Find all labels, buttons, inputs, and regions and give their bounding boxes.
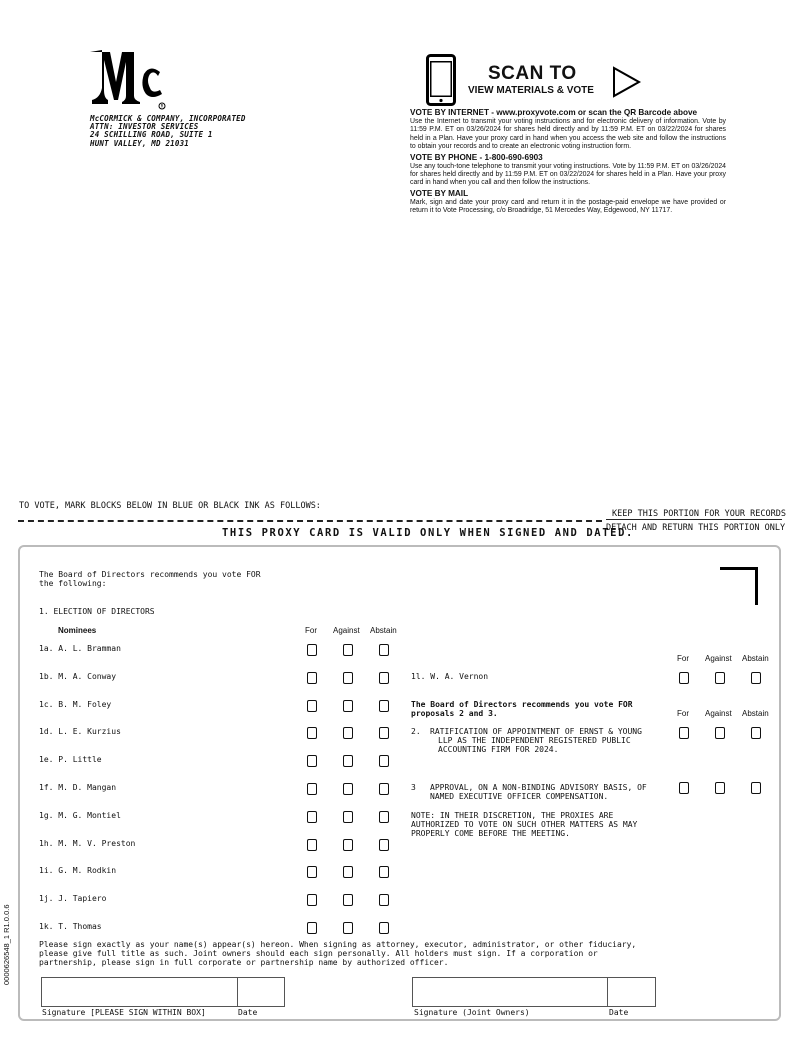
nominee-for-checkbox[interactable] <box>307 811 317 823</box>
nominee-against-checkbox[interactable] <box>343 866 353 878</box>
vote-phone-text: Use any touch-tone telephone to transmit your voting instructions. Vote by 11:59 P.M. ET on 03/26/2024 for shares held directly and by 11:59 P.M. ET on 03/22/2024 for shares held in a Plan. Have your proxy card in hand when you call and then follow the instructions. <box>410 162 726 187</box>
nominee-abstain-checkbox[interactable] <box>379 866 389 878</box>
proposal-3-number: 3 <box>411 783 416 792</box>
phone-icon <box>426 54 456 106</box>
nominee-for-checkbox[interactable] <box>307 700 317 712</box>
proposal-3-for-checkbox[interactable] <box>679 782 689 794</box>
signature-box[interactable] <box>41 977 238 1007</box>
nominee-label: 1g. M. G. Montiel <box>39 811 121 820</box>
proposal-3-against-checkbox[interactable] <box>715 782 725 794</box>
nominee-label: 1d. L. E. Kurzius <box>39 727 121 736</box>
board-recommendation-2 <box>411 700 633 718</box>
nominee-abstain-checkbox[interactable] <box>379 644 389 656</box>
proposal-line: APPROVAL, ON A NON-BINDING ADVISORY BASIS, OF <box>430 783 647 792</box>
keep-portion-label: KEEP THIS PORTION FOR YOUR RECORDS <box>612 509 786 519</box>
nominee-against-checkbox[interactable] <box>343 894 353 906</box>
nominee-1l-for-checkbox[interactable] <box>679 672 689 684</box>
joint-date-label: Date <box>609 1008 629 1017</box>
detach-portion-label: DETACH AND RETURN THIS PORTION ONLY <box>606 523 786 533</box>
nominee-against-checkbox[interactable] <box>343 922 353 934</box>
nominee-against-checkbox[interactable] <box>343 727 353 739</box>
sign-instruction-line: partnership, please sign in full corporate or partnership name by authorized officer. <box>39 958 449 967</box>
nominee-abstain-checkbox[interactable] <box>379 922 389 934</box>
nominee-abstain-checkbox[interactable] <box>379 894 389 906</box>
valid-notice: THIS PROXY CARD IS VALID ONLY WHEN SIGNED AND DATED. <box>222 527 634 539</box>
nominee-abstain-checkbox[interactable] <box>379 811 389 823</box>
proposal-2-for-checkbox[interactable] <box>679 727 689 739</box>
detach-line <box>18 520 602 522</box>
item1-label: 1. ELECTION OF DIRECTORS <box>39 607 155 616</box>
col-against-header: Against <box>705 709 732 718</box>
date-label: Date <box>238 1008 258 1017</box>
note-line: PROPERLY COME BEFORE THE MEETING. <box>411 829 570 838</box>
nominee-abstain-checkbox[interactable] <box>379 700 389 712</box>
joint-signature-box[interactable] <box>412 977 608 1007</box>
nominee-1l-label: 1l. W. A. Vernon <box>411 672 489 681</box>
nominee-label: 1b. M. A. Conway <box>39 672 117 681</box>
nominee-abstain-checkbox[interactable] <box>379 783 389 795</box>
proposal-line: LLP AS THE INDEPENDENT REGISTERED PUBLIC <box>438 736 631 745</box>
nominee-against-checkbox[interactable] <box>343 839 353 851</box>
board-recommendation-1 <box>39 570 261 588</box>
vote-internet-text: Use the Internet to transmit your voting instructions and for electronic delivery of information. Vote by 11:59 P.M. ET on 03/26/2024 for shares held directly and by 11:59 P.M. ET on 03/22/2024 for shares held in a Plan. Have your proxy card in hand when you access the web site and follow the instructions to obtain your records and to create an electronic voting instruction form. <box>410 118 726 151</box>
scan-title: SCAN TO <box>488 63 577 84</box>
col-for-header: For <box>677 709 689 718</box>
nominee-label: 1c. B. M. Foley <box>39 700 112 709</box>
board-rec-line: proposals 2 and 3. <box>411 709 498 718</box>
nominee-abstain-checkbox[interactable] <box>379 839 389 851</box>
nominee-for-checkbox[interactable] <box>307 672 317 684</box>
proposal-2-number: 2. <box>411 727 421 736</box>
proposal-2-text <box>430 727 642 754</box>
mark-instructions: TO VOTE, MARK BLOCKS BELOW IN BLUE OR BLACK INK AS FOLLOWS: <box>19 501 321 511</box>
svg-text:R: R <box>160 103 164 109</box>
nominee-label: 1a. A. L. Bramman <box>39 644 121 653</box>
nominee-label: 1f. M. D. Mangan <box>39 783 117 792</box>
proposal-line: RATIFICATION OF APPOINTMENT OF ERNST & YOUNG <box>430 727 642 736</box>
joint-date-box[interactable] <box>607 977 656 1007</box>
proposal-3-text <box>430 783 647 801</box>
side-code: 0000626548_1 R1.0.0.6 <box>2 904 11 985</box>
scan-subtitle: VIEW MATERIALS & VOTE <box>468 85 594 96</box>
nominee-for-checkbox[interactable] <box>307 727 317 739</box>
col-abstain-header: Abstain <box>742 709 769 718</box>
address-line: HUNT VALLEY, MD 21031 <box>90 138 190 148</box>
nominee-for-checkbox[interactable] <box>307 894 317 906</box>
col-for-header: For <box>677 654 689 663</box>
nominee-label: 1k. T. Thomas <box>39 922 102 931</box>
nominee-abstain-checkbox[interactable] <box>379 755 389 767</box>
nominee-abstain-checkbox[interactable] <box>379 727 389 739</box>
address-line: McCORMICK & COMPANY, INCORPORATED <box>90 114 246 123</box>
proposal-2-abstain-checkbox[interactable] <box>751 727 761 739</box>
vote-phone-heading: VOTE BY PHONE - 1-800-690-6903 <box>410 152 543 162</box>
vote-mail-text: Mark, sign and date your proxy card and return it in the postage-paid envelope we have provided or return it to Vote Processing, c/o Broadridge, 51 Mercedes Way, Edgewood, NY 11717. <box>410 198 726 215</box>
nominee-for-checkbox[interactable] <box>307 866 317 878</box>
signature-label: Signature [PLEASE SIGN WITHIN BOX] <box>42 1008 206 1017</box>
signature-date-box[interactable] <box>237 977 285 1007</box>
nominee-label: 1h. M. M. V. Preston <box>39 839 136 848</box>
proposal-2-against-checkbox[interactable] <box>715 727 725 739</box>
board-rec-line: The Board of Directors recommends you vote FOR <box>411 700 633 709</box>
address-line: 24 SCHILLING ROAD, SUITE 1 <box>90 130 213 140</box>
nominee-label: 1j. J. Tapiero <box>39 894 107 903</box>
voting-instructions <box>410 108 726 217</box>
note-text <box>411 811 637 838</box>
col-abstain-header: Abstain <box>742 654 769 663</box>
nominee-against-checkbox[interactable] <box>343 700 353 712</box>
play-arrow-icon <box>612 66 642 98</box>
mccormick-logo <box>88 48 168 110</box>
nominee-against-checkbox[interactable] <box>343 672 353 684</box>
proposal-3-abstain-checkbox[interactable] <box>751 782 761 794</box>
nominee-abstain-checkbox[interactable] <box>379 672 389 684</box>
nominee-label: 1e. P. Little <box>39 755 102 764</box>
board-rec-line: The Board of Directors recommends you vote FOR <box>39 570 261 579</box>
sign-instructions <box>39 940 636 967</box>
nominee-against-checkbox[interactable] <box>343 811 353 823</box>
board-rec-line: the following: <box>39 579 107 588</box>
nominee-against-checkbox[interactable] <box>343 783 353 795</box>
col-for-header: For <box>305 626 317 635</box>
col-against-header: Against <box>333 626 360 635</box>
nominee-1l-abstain-checkbox[interactable] <box>751 672 761 684</box>
nominee-against-checkbox[interactable] <box>343 755 353 767</box>
detach-divider <box>606 519 782 520</box>
proposal-line: NAMED EXECUTIVE OFFICER COMPENSATION. <box>430 792 609 801</box>
sign-instruction-line: please give full title as such. Joint owners should each sign personally. All holders must sign. If a corporation or <box>39 949 598 958</box>
nominee-1l-against-checkbox[interactable] <box>715 672 725 684</box>
nominee-for-checkbox[interactable] <box>307 755 317 767</box>
nominee-label: 1i. G. M. Rodkin <box>39 866 117 875</box>
sign-instruction-line: Please sign exactly as your name(s) appear(s) hereon. When signing as attorney, executor, administrator, or other fiduciary, <box>39 940 637 949</box>
note-line: AUTHORIZED TO VOTE ON SUCH OTHER MATTERS AS MAY <box>411 820 638 829</box>
nominees-header: Nominees <box>58 626 97 635</box>
registration-mark <box>720 567 758 605</box>
nominee-for-checkbox[interactable] <box>307 839 317 851</box>
company-address <box>90 115 246 148</box>
joint-signature-label: Signature (Joint Owners) <box>414 1008 530 1017</box>
nominee-for-checkbox[interactable] <box>307 644 317 656</box>
nominee-for-checkbox[interactable] <box>307 783 317 795</box>
proposal-line: ACCOUNTING FIRM FOR 2024. <box>438 745 559 754</box>
address-line: ATTN: INVESTOR SERVICES <box>90 122 199 132</box>
nominee-for-checkbox[interactable] <box>307 922 317 934</box>
col-against-header: Against <box>705 654 732 663</box>
vote-mail-heading: VOTE BY MAIL <box>410 188 469 198</box>
col-abstain-header: Abstain <box>370 626 397 635</box>
vote-internet-heading: VOTE BY INTERNET - www.proxyvote.com or scan the QR Barcode above <box>410 108 698 117</box>
note-line: NOTE: IN THEIR DISCRETION, THE PROXIES ARE <box>411 811 614 820</box>
nominee-against-checkbox[interactable] <box>343 644 353 656</box>
